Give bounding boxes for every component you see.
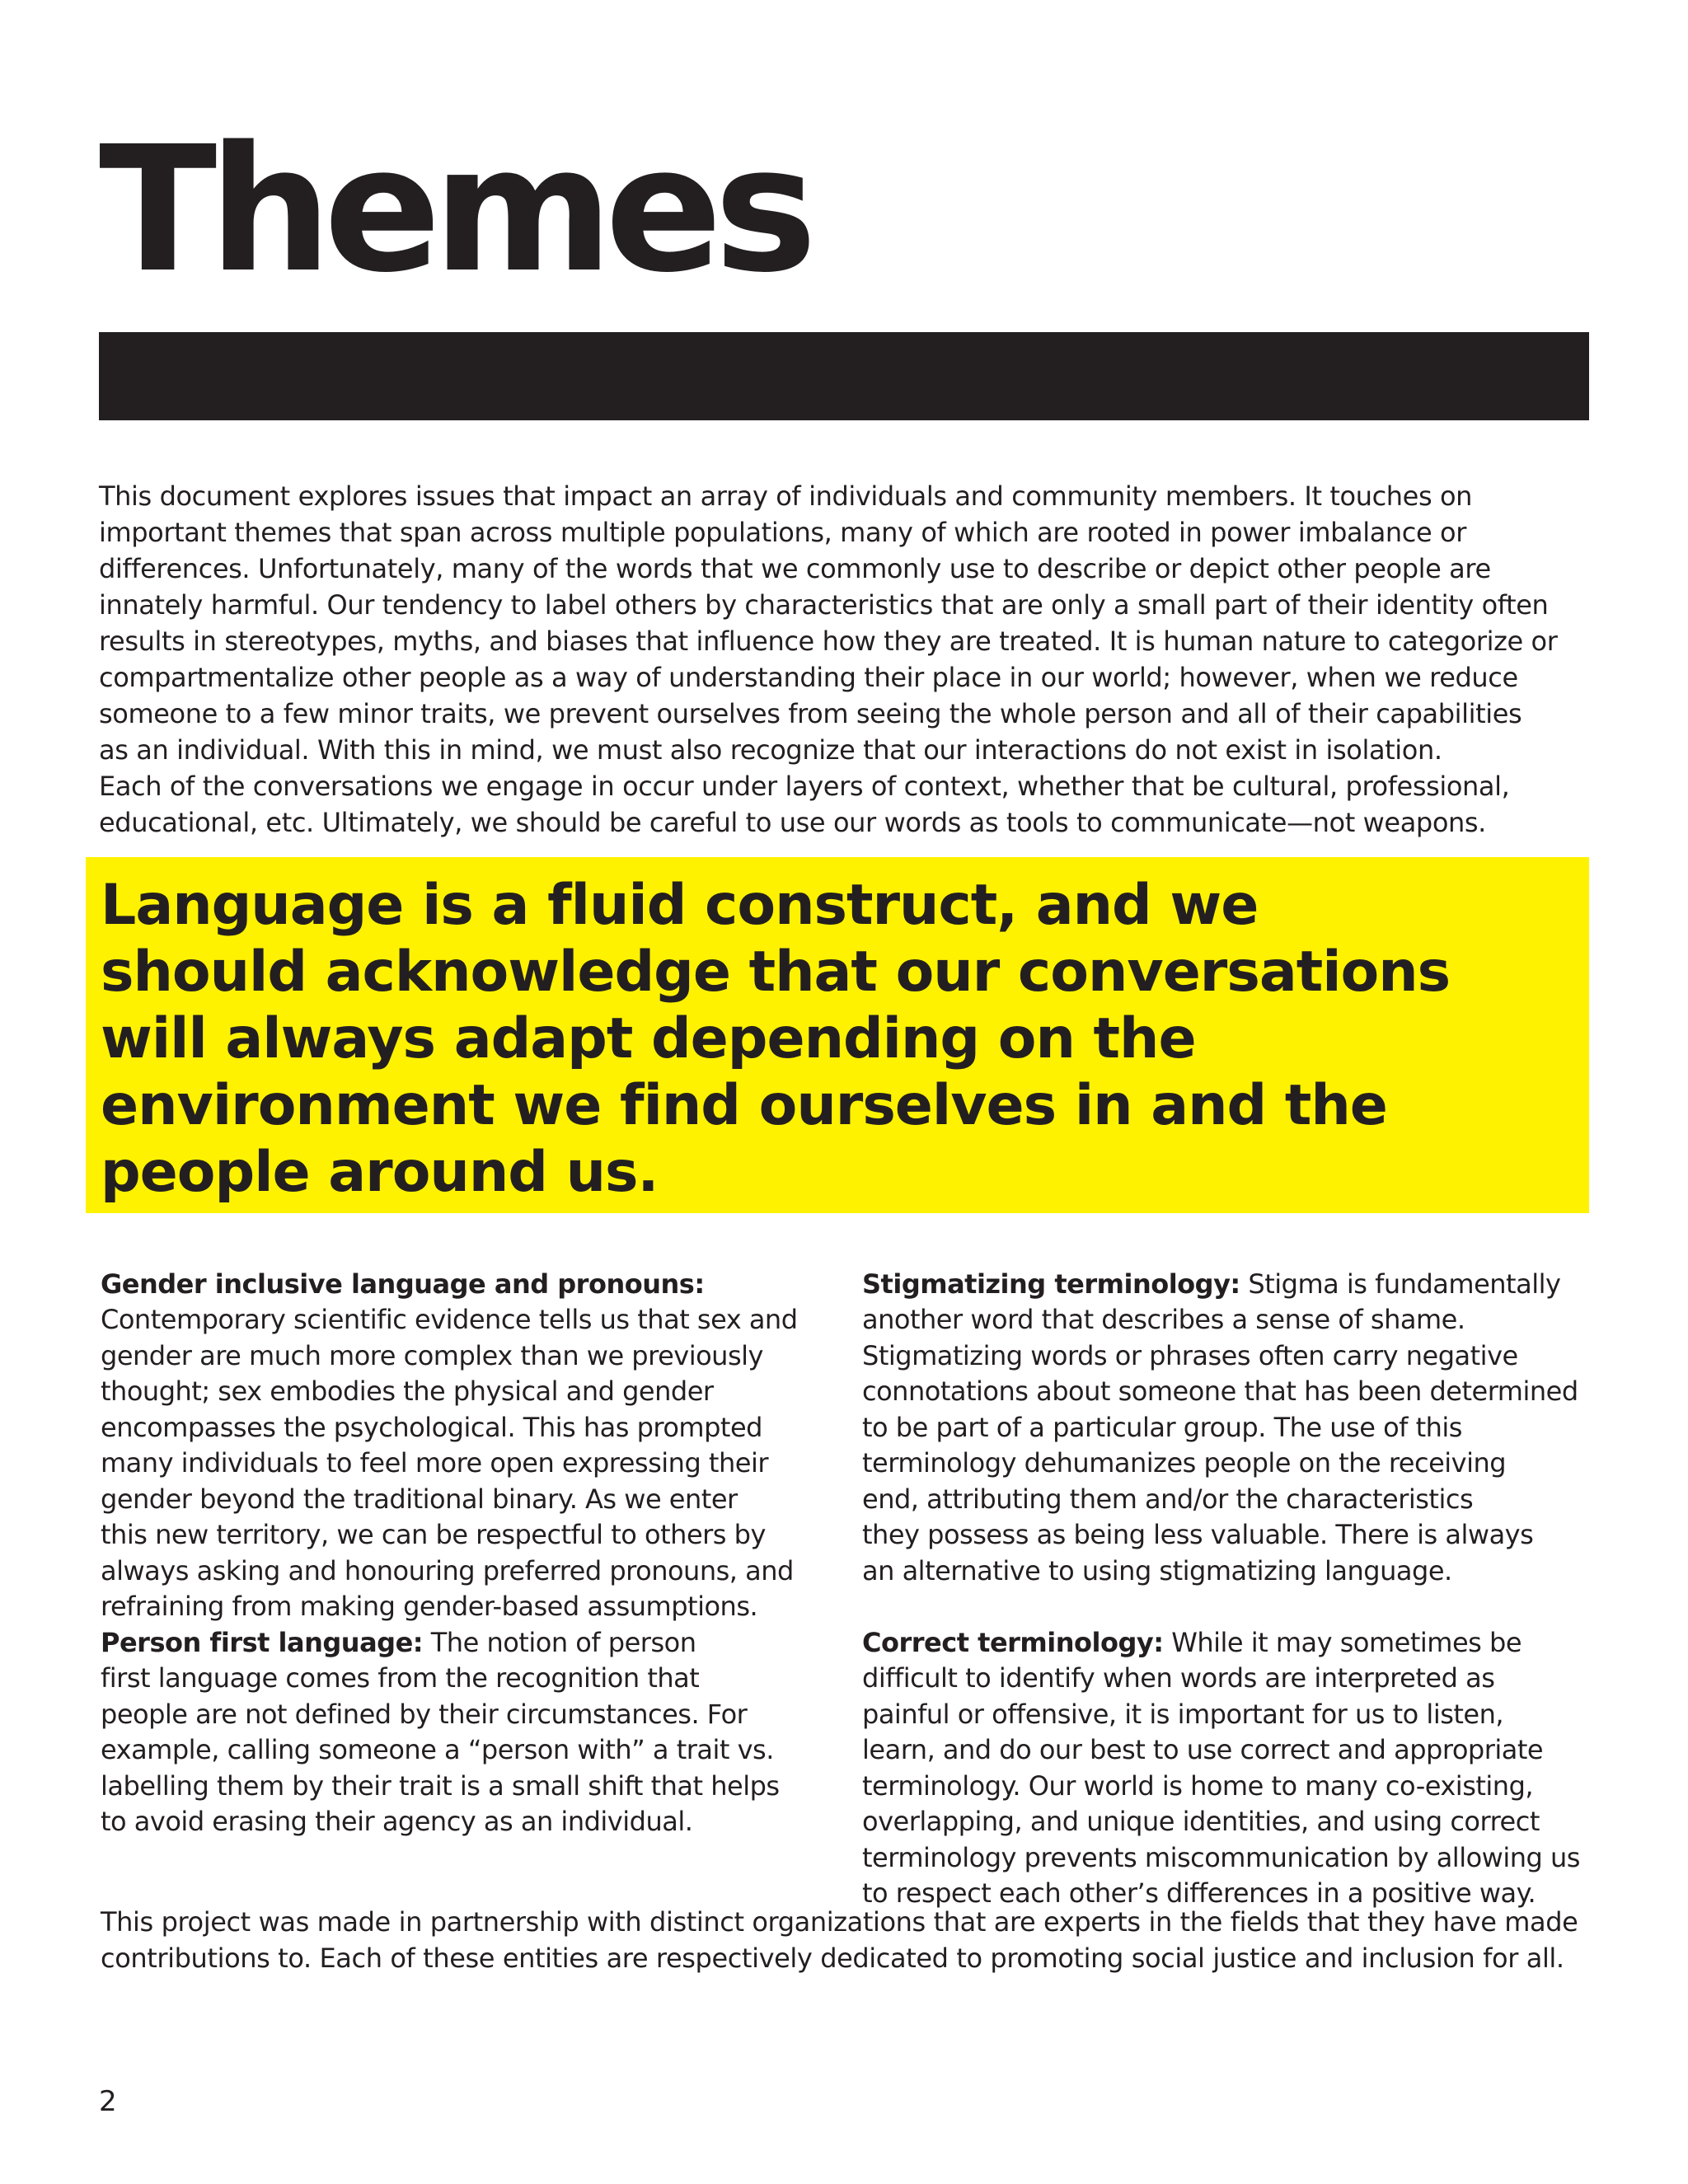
section-stigmatizing-terminology	[862, 1230, 1578, 1625]
section-heading: Person first language:	[101, 1626, 424, 1658]
section-body: Stigma is fundamentally another word that describes a sense of shame. Stigmatizing words or phrases often carry negative connotations about someone that has been determined to be part of a particular group. The use of this terminology dehumanizes people on the receiving end, attributing them and/or the characteristics they possess as being less valuable. There is always an alternative to using stigmatizing language.	[862, 1268, 1578, 1586]
section-heading: Correct terminology:	[862, 1626, 1164, 1658]
pull-quote-highlight	[86, 857, 1589, 1213]
section-person-first-language	[101, 1589, 780, 1876]
section-body: The notion of person first language comes from the recognition that people are not defined by their circumstances. For example, calling someone a “person with” a trait vs. labelling them by their trait is a small shift that helps to avoid erasing their agency as an individual.	[101, 1626, 780, 1837]
intro-paragraph: This document explores issues that impact an array of individuals and community members. It touches on important themes that span across multiple populations, many of which are rooted in power imbalance or differences. Unfortunately, many of the words that we commonly use to describe or depict other people are innately harmful. Our tendency to label others by characteristics that are only a small part of their identity often results in stereotypes, myths, and biases that influence how they are treated. It is human nature to categorize or compartmentalize other people as a way of understanding their place in our world; however, when we reduce someone to a few minor traits, we prevent ourselves from seeing the whole person and all of their capabilities as an individual. With this in mind, we must also recognize that our interactions do not exist in isolation. Each of the conversations we engage in occur under layers of context, whether that be cultural, professional, educational, etc. Ultimately, we should be careful to use our words as tools to communicate—not weapons.	[99, 480, 1558, 838]
partnership-note: This project was made in partnership with distinct organizations that are experts in the fields that they have made contributions to. Each of these entities are respectively dedicated to promoting social justice and inclusion for all.	[101, 1906, 1578, 1974]
section-correct-terminology	[862, 1589, 1580, 1947]
section-heading: Gender inclusive language and pronouns:	[101, 1268, 705, 1300]
section-body: Contemporary scientific evidence tells us that sex and gender are much more complex than we previously thought; sex embodies the physical and gender encompasses the psychological. This has prompted many individuals to feel more open expressing their gender beyond the traditional binary. As we enter this new territory, we can be respectful to others by always asking and honouring preferred pronouns, and refraining from making gender-based assumptions.	[101, 1304, 798, 1622]
pull-quote-text: Language is a fluid construct, and we should acknowledge that our conversations will always adapt depending on the environment we find ourselves in and the people around us.	[101, 873, 1451, 1205]
title-underline-bar	[99, 332, 1589, 420]
page-number: 2	[99, 2085, 117, 2118]
page-title: Themes	[99, 109, 809, 311]
section-heading: Stigmatizing terminology:	[862, 1268, 1240, 1300]
section-body: While it may sometimes be difficult to identify when words are interpreted as painful or offensive, it is important for us to listen, learn, and do our best to use correct and appropriate terminology. Our world is home to many co-existing, overlapping, and unique identities, and using correct terminology prevents miscommunication by allowing us to respect each other’s differences in a positive way.	[862, 1626, 1580, 1909]
